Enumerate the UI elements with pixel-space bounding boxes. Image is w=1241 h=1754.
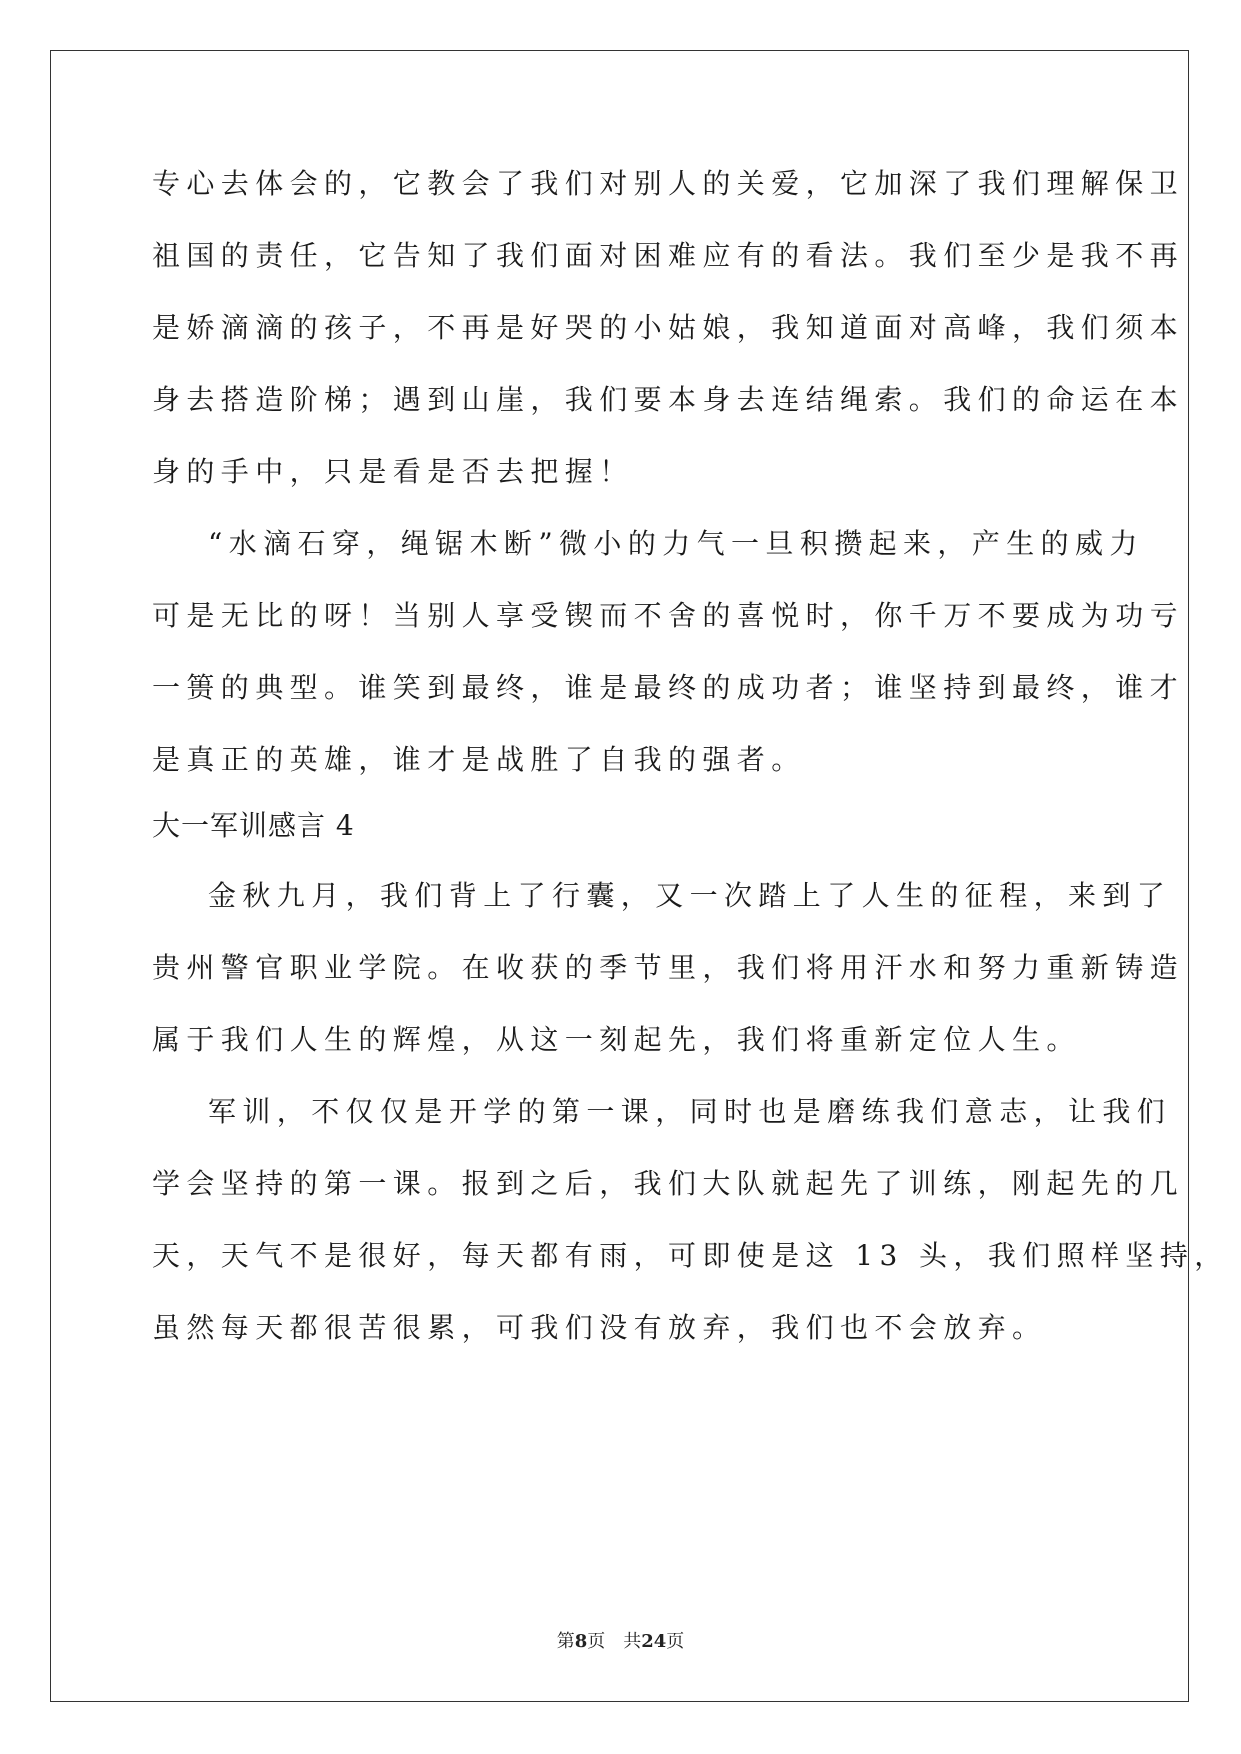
text-line-2: 祖国的责任，它告知了我们面对困难应有的看法。我们至少是我不再 (152, 239, 1185, 272)
text-line-3: 是娇滴滴的孩子，不再是好哭的小姑娘，我知道面对高峰，我们须本 (152, 311, 1185, 344)
footer-page-prefix: 第 (556, 1631, 575, 1652)
footer-page-suffix: 页 (587, 1631, 606, 1652)
text-line-7: 可是无比的呀！当别人享受锲而不舍的喜悦时，你千万不要成为功亏 (152, 599, 1185, 632)
text-line-4: 身去搭造阶梯；遇到山崖，我们要本身去连结绳索。我们的命运在本 (152, 383, 1185, 416)
text-line-5: 身的手中，只是看是否去把握！ (152, 455, 634, 488)
text-line-13: 属于我们人生的辉煌，从这一刻起先，我们将重新定位人生。 (152, 1023, 1081, 1056)
text-line-16: 天，天气不是很好，每天都有雨，可即使是这 13 头，我们照样坚持， (152, 1239, 1229, 1272)
page-footer (0, 1630, 1241, 1654)
text-line-8: 一篑的典型。谁笑到最终，谁是最终的成功者；谁坚持到最终，谁才 (152, 671, 1185, 704)
footer-total-pages: 24 (641, 1631, 667, 1652)
text-line-1: 专心去体会的，它教会了我们对别人的关爱，它加深了我们理解保卫 (152, 167, 1185, 200)
text-line-17: 虽然每天都很苦很累，可我们没有放弃，我们也不会放弃。 (152, 1311, 1047, 1344)
footer-page-number: 8 (574, 1631, 588, 1652)
page-border (50, 50, 1189, 1702)
footer-total-prefix: 共 (623, 1631, 642, 1652)
text-line-9: 是真正的英雄，谁才是战胜了自我的强者。 (152, 743, 806, 776)
text-line-12: 贵州警官职业学院。在收获的季节里，我们将用汗水和努力重新铸造 (152, 951, 1185, 984)
text-line-11: 金秋九月，我们背上了行囊，又一次踏上了人生的征程，来到了 (208, 879, 1172, 912)
text-line-14: 军训，不仅仅是开学的第一课，同时也是磨练我们意志，让我们 (208, 1095, 1172, 1128)
text-line-6: “水滴石穿，绳锯木断”微小的力气一旦积攒起来，产生的威力 (208, 527, 1144, 560)
footer-total-suffix: 页 (666, 1631, 685, 1652)
section-heading: 大一军训感言 4 (152, 809, 355, 842)
text-line-15: 学会坚持的第一课。报到之后，我们大队就起先了训练，刚起先的几 (152, 1167, 1185, 1200)
